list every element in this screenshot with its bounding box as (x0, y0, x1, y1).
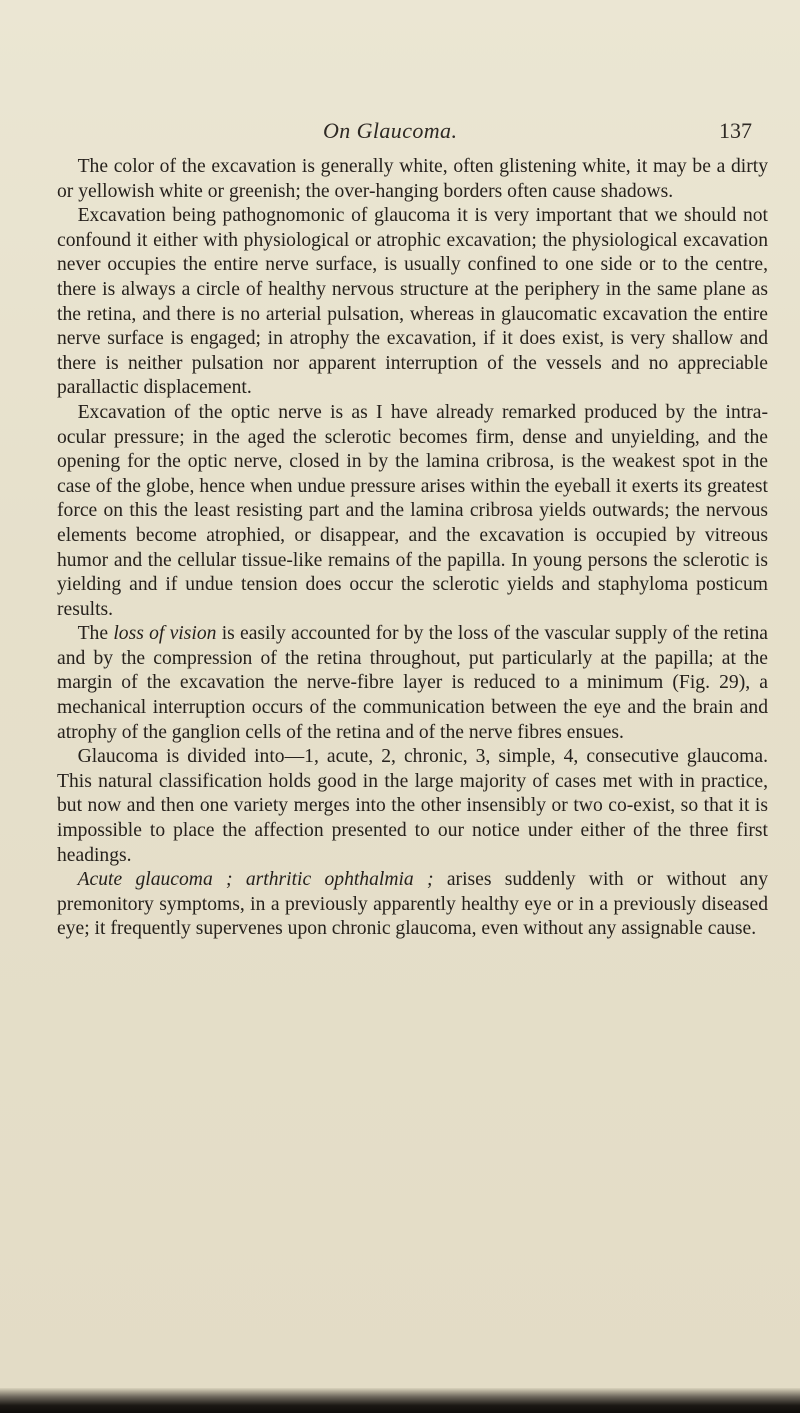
text-segment: Glaucoma is divided into—1, acute, 2, chronic, 3, simple, 4, consecutive glaucoma. This natural classification holds good in the large majority of cases met with in practice, but now and then one variety merges into the other insensibly or two co-exist, so that it is impossible to place the affection presented to our notice under either of the three first headings. (57, 746, 768, 866)
body-text (57, 155, 768, 942)
paragraph-classification (57, 745, 768, 868)
text-segment: Excavation being pathognomonic of glaucoma it is very important that we should not confound it either with physiological or atrophic excavation; the physiological excavation never occupies the entire nerve surface, is usually confined to one side or to the centre, there is always a circle of healthy nervous structure at the periphery in the same plane as the retina, and there is no arterial pulsation, whereas in glaucomatic excavation the entire nerve surface is engaged; in atrophy the excavation, if it does exist, is very shallow and there is neither pulsation nor apparent interruption of the vessels and no appreciable parallactic displacement. (57, 205, 768, 399)
scan-bottom-edge (0, 1388, 800, 1413)
italic-heading-acute-glaucoma: Acute glaucoma ; arthritic ophthalmia ; (77, 869, 434, 891)
paragraph-intraocular-pressure (57, 401, 768, 622)
paragraph-loss-of-vision (57, 622, 768, 745)
paragraph-excavation-color (57, 155, 768, 204)
running-title: On Glaucoma. (323, 118, 458, 143)
text-segment: Excavation of the optic nerve is as I have already remarked produced by the intra-ocular pressure; in the aged the sclerotic becomes firm, dense and unyielding, and the opening for the optic nerve, closed in by the lamina cribrosa, is the weakest spot in the case of the globe, hence when undue pressure arises within the eyeball it exerts its greatest force on this the least resisting part and the lamina cribrosa yields outwards; the nervous elements become atrophied, or disappear, and the excavation is occupied by vitreous humor and the cellular tissue-like remains of the papilla. In young persons the sclerotic is yielding and if undue tension does occur the sclerotic yields and staphyloma posticum results. (57, 401, 768, 620)
paragraph-pathognomonic-excavation (57, 204, 768, 401)
page-number: 137 (719, 118, 752, 143)
text-segment: The (77, 623, 114, 645)
text-segment: arises suddenly with or without any premonitory symptoms, in a previously apparently healthy eye or in a previously diseased eye; it frequently supervenes upon chronic glaucoma, even without any assignable cause. (57, 869, 769, 940)
text-segment: is easily accounted for by the loss of the vascular supply of the retina and by the compression of the retina throughout, put particularly at the papilla; at the margin of the excavation the nerve-fibre layer is reduced to a minimum (Fig. 29), a mechanical interruption occurs of the communication between the eye and the brain and atrophy of the ganglion cells of the retina and of the nerve fibres ensues. (57, 623, 768, 743)
italic-term-loss-of-vision: loss of vision (113, 623, 217, 645)
paragraph-acute-glaucoma (57, 868, 768, 942)
running-head (0, 118, 800, 148)
text-segment: The color of the excavation is generally white, often glistening white, it may be a dirty or yellowish white or greenish; the over-hanging borders often cause shadows. (57, 156, 768, 202)
